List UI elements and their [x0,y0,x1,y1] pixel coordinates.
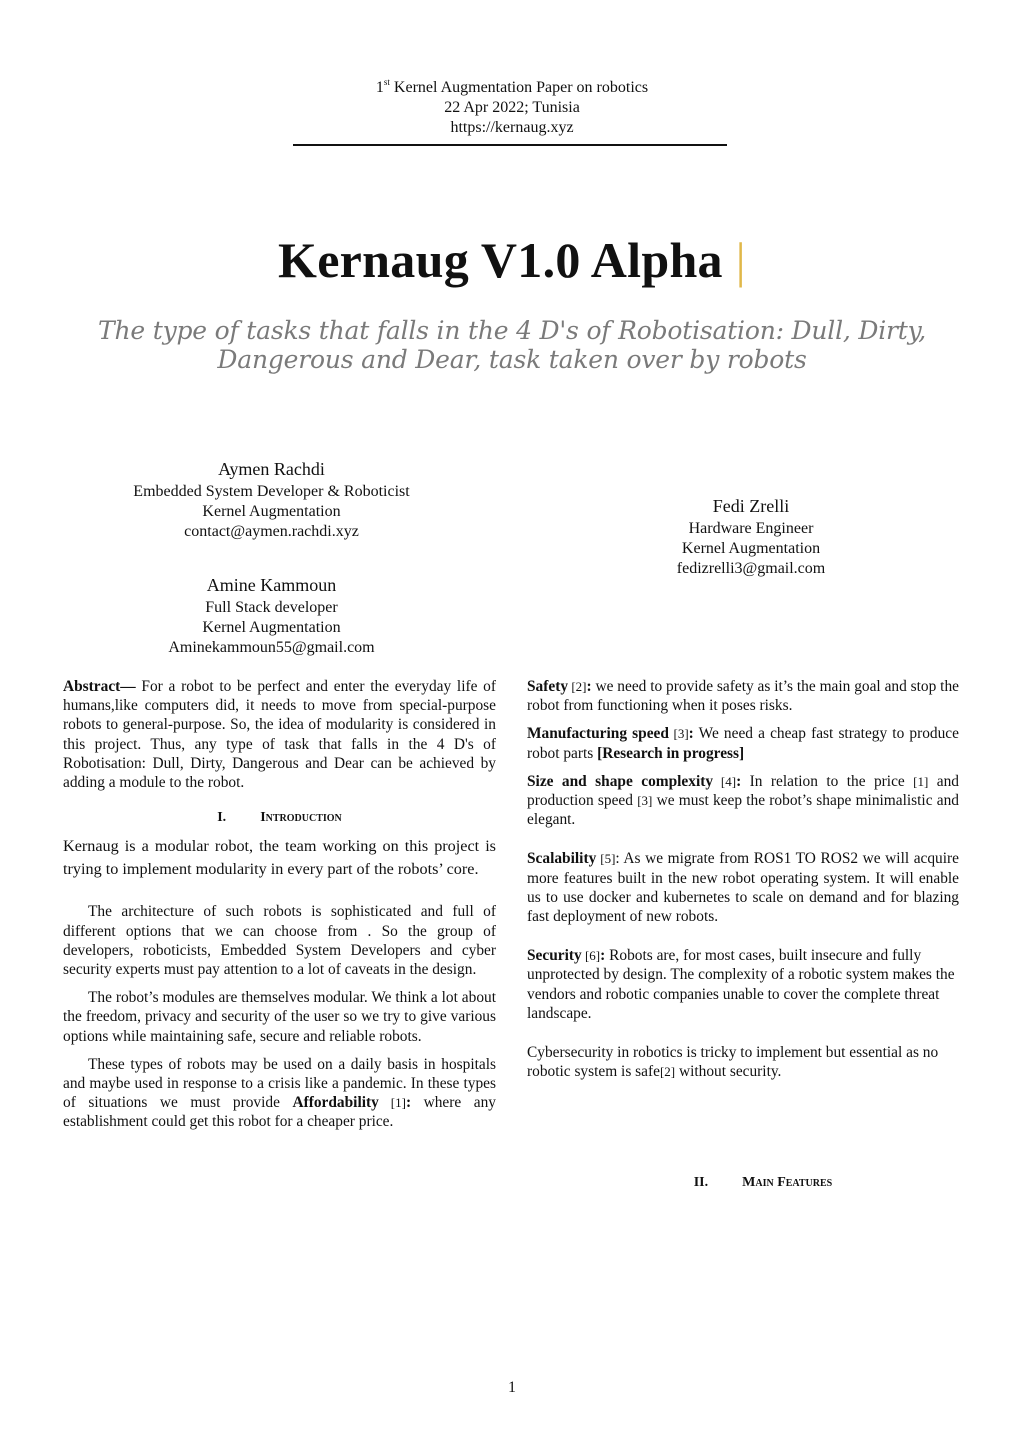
abstract-label: Abstract— [63,678,136,695]
author-name: Fedi Zrelli [712,496,790,516]
header-line-2: 22 Apr 2022; Tunisia [444,99,580,116]
author-role: Hardware Engineer [688,520,814,537]
author-email: contact@aymen.rachdi.xyz [184,523,359,540]
feature-scalability: Scalability [5]: As we migrate from ROS1 TO ROS2 we will acquire more features built in the new robot operating system. It will enable us to use docker and kubernetes to scale on demand and for blazing fast deployment of new robots. [527,850,959,926]
citation: [3] [668,726,689,742]
intro-paragraph-1: Kernaug is a modular robot, the team working on this project is trying to implement modularity in every part of the robots’ core. [63,837,496,879]
intro-paragraph-4: These types of robots may be used on a daily basis in hospitals and maybe used in response to a crisis like a pandemic. In these types of situations we must provide Affordability [1]: where any establishment could get this robot for a cheaper price. [63,1055,496,1131]
citation: [2] [568,679,587,694]
section-heading-introduction: I. Introduction [217,810,342,826]
author-role: Embedded System Developer & Roboticist [133,483,410,500]
author-block-1 [100,457,443,542]
text-cursor: | [735,232,746,288]
section-heading-main-features: II. Main Features [693,1175,833,1191]
feature-manufacturing-speed: Manufacturing speed [3]: We need a cheap fast strategy to produce robot parts [Research in progress] [527,725,959,762]
citation: [6] [581,948,601,964]
page-number: 1 [508,1379,516,1396]
header-line-1: 1st Kernel Augmentation Paper on robotics [375,77,649,96]
header-divider [293,144,727,146]
author-role: Full Stack developer [205,599,338,616]
author-org: Kernel Augmentation [681,540,821,557]
author-org: Kernel Augmentation [202,619,341,636]
feature-security: Security [6]: Robots are, for most cases, built insecure and fully unprotected by design. The complexity of a robotic system makes the vendors and robotic companies unable to cover the complete threat landscape. [527,947,955,1022]
feature-safety: Safety [2]: we need to provide safety as it’s the main goal and stop the robot from functioning when it poses risks. [527,678,959,715]
abstract: Abstract— For a robot to be perfect and enter the everyday life of humans,like computers did, it needs to move from special-purpose robots to general-purpose. So, the idea of modularity is considered in this project. Thus, any type of task that falls in the 4 D's of Robotisation: Dull, Dirty, Dangerous and Dear can be achieved by adding a module to the robot. [63,678,496,792]
paper-subtitle: The type of tasks that falls in the 4 D's of Robotisation: Dull, Dirty, Dangerous and Dear, task taken over by robots [98,316,926,374]
conference-header [0,78,1024,138]
header-line-3: https://kernaug.xyz [450,119,574,136]
author-org: Kernel Augmentation [202,503,341,520]
right-column [527,677,959,1193]
intro-paragraph-3: The robot’s modules are themselves modular. We think a lot about the freedom, privacy and security of the user so we try to give various options while maintaining safe, secure and reliable robots. [63,989,496,1045]
author-email: Aminekammoun55@gmail.com [168,639,375,656]
author-name: Aymen Rachdi [218,459,325,479]
left-column [63,677,496,1132]
paper-title: Kernaug V1.0 Alpha | [278,232,746,288]
feature-size-shape: Size and shape complexity [4]: In relation to the price [1] and production speed [3] we must keep the robot’s shape minimalistic and elegant. [527,772,959,829]
citation: [4] [713,773,737,789]
research-note: [Research in progress] [597,744,745,762]
author-name: Amine Kammoun [206,575,337,595]
intro-paragraph-2: The architecture of such robots is sophisticated and full of different options that we can choose from . So the group of developers, roboticists, Embedded System Developers and cyber security experts must pay attention to a lot of caveats in the design. [63,903,496,979]
author-email: fedizrelli3@gmail.com [676,560,826,577]
author-block-3 [600,494,902,579]
affordability-term: Affordability [292,1094,379,1112]
cybersecurity-paragraph: Cybersecurity in robotics is tricky to implement but essential as no robotic system is safe[2] without security. [527,1044,939,1081]
citation: [5] [596,851,616,867]
citation: [1] [378,1095,406,1111]
author-block-2 [100,573,443,658]
citation: [2] [659,1064,676,1080]
